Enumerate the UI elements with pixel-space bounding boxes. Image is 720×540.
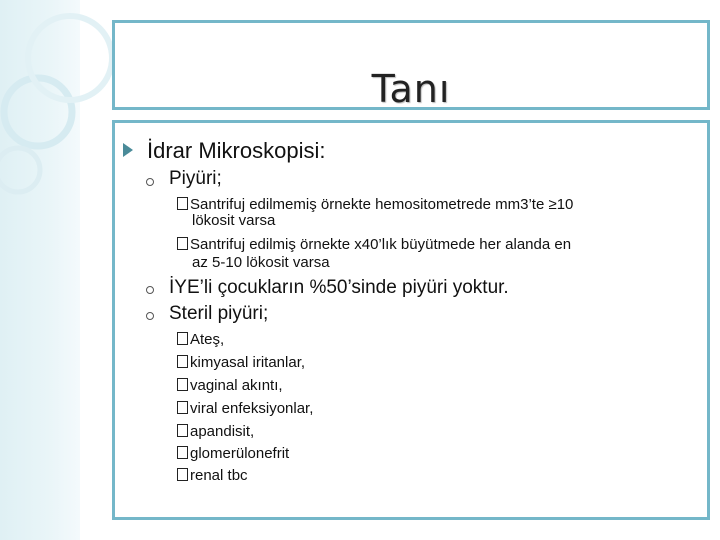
piyuri-item-2-line1: Santrifuj edilmiş örnekte x40’lık büyütmede her alanda en [177, 236, 571, 253]
slide-title: Tanı [371, 67, 451, 111]
box-bullet-icon [177, 355, 188, 368]
steril-item: Ateş, [177, 331, 224, 348]
piyuri-item-1-line2: lökosit varsa [192, 212, 276, 229]
steril-item: vaginal akıntı, [177, 377, 283, 394]
piyuri-item-1-line1: Santrifuj edilmemiş örnekte hemositometrede mm3’te ≥10 [177, 196, 573, 213]
steril-item: renal tbc [177, 467, 248, 484]
ring-bullet-icon [146, 178, 154, 186]
box-bullet-icon [177, 401, 188, 414]
box-bullet-icon [177, 332, 188, 345]
ring-bullet-icon [146, 312, 154, 320]
box-bullet-icon [177, 197, 188, 210]
box-bullet-icon [177, 378, 188, 391]
title-box [112, 20, 710, 110]
steril-label: Steril piyüri; [169, 303, 269, 324]
steril-item: apandisit, [177, 423, 254, 440]
steril-item: viral enfeksiyonlar, [177, 400, 313, 417]
content-box [112, 120, 710, 520]
piyuri-label: Piyüri; [169, 168, 222, 189]
section-heading: İdrar Mikroskopisi: [147, 138, 326, 163]
box-bullet-icon [177, 424, 188, 437]
iye-note: İYE’li çocukların %50’sinde piyüri yoktur. [169, 277, 509, 298]
ring-bullet-icon [146, 286, 154, 294]
box-bullet-icon [177, 237, 188, 250]
box-bullet-icon [177, 446, 188, 459]
arrow-bullet-icon [123, 143, 133, 157]
piyuri-item-2-line2: az 5-10 lökosit varsa [192, 254, 330, 271]
steril-item: kimyasal iritanlar, [177, 354, 305, 371]
steril-item: glomerülonefrit [177, 445, 289, 462]
box-bullet-icon [177, 468, 188, 481]
